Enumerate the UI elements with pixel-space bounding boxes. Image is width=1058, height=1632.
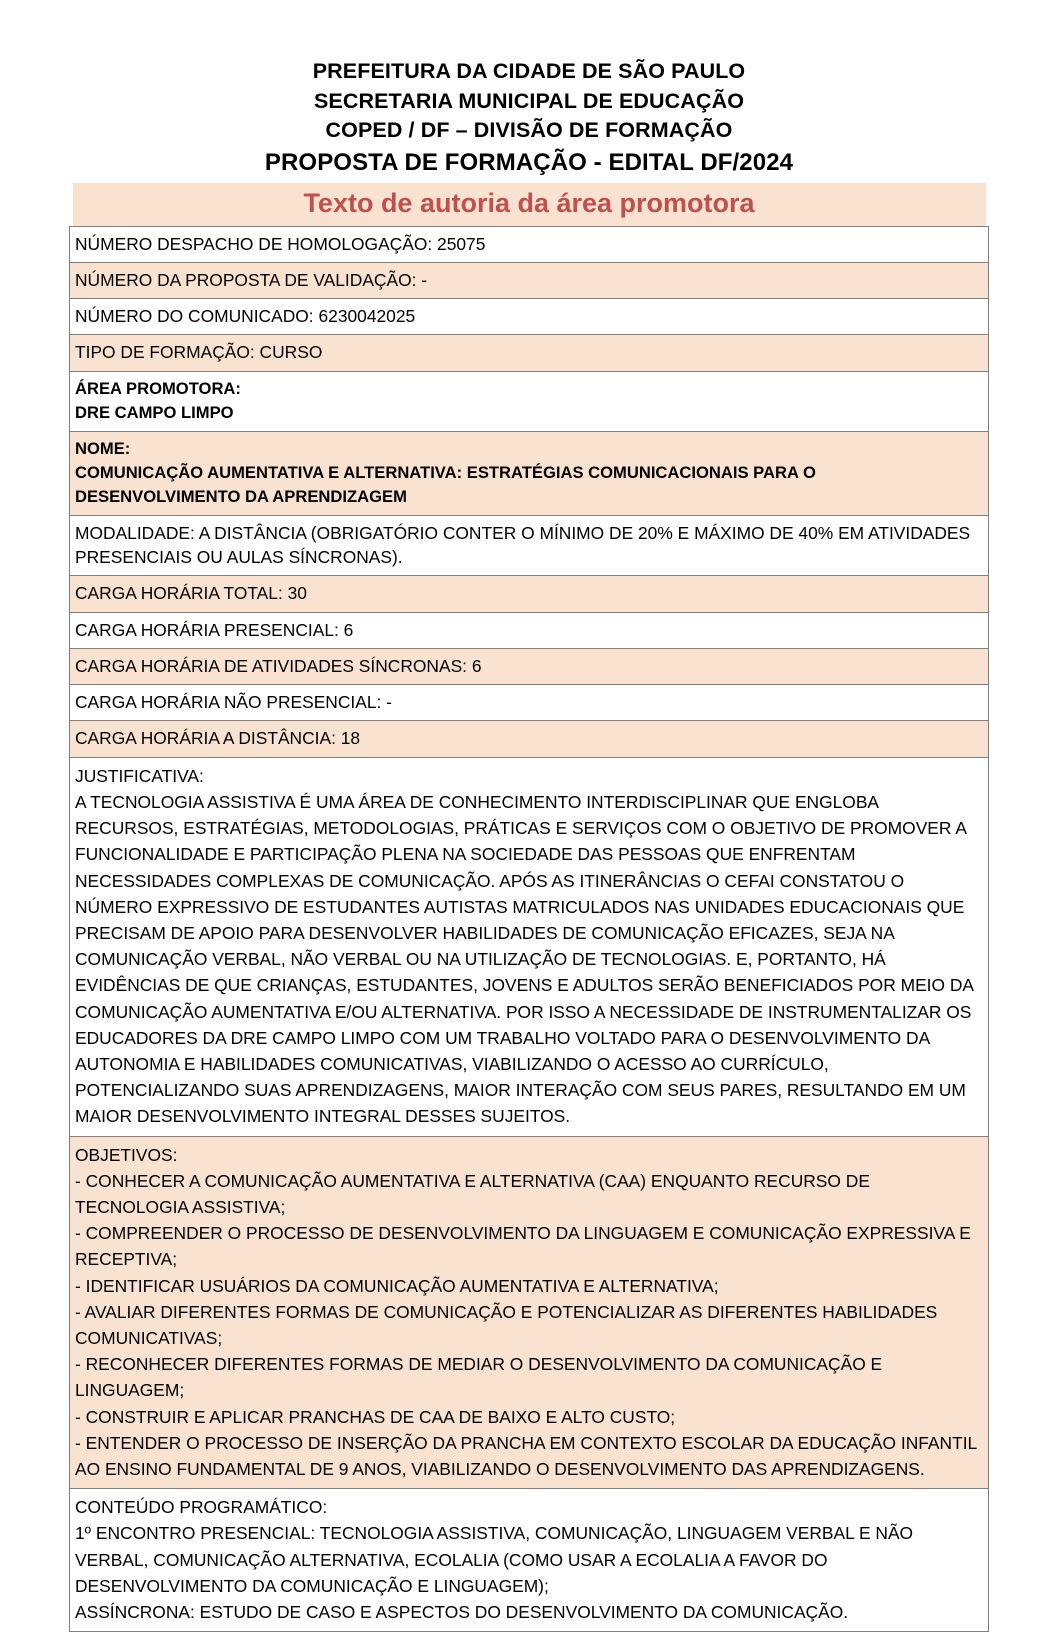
conteudo-label: CONTEÚDO PROGRAMÁTICO: <box>75 1494 984 1520</box>
table-row-proposta-validacao <box>70 262 989 298</box>
cell-conteudo-programatico <box>70 1489 989 1632</box>
objetivos-item: - ENTENDER O PROCESSO DE INSERÇÃO DA PRANCHA EM CONTEXTO ESCOLAR DA EDUCAÇÃO INFANTIL AO ENSINO FUNDAMENTAL DE 9 ANOS, VIABILIZANDO O DESENVOLVIMENTO DAS APRENDIZAGENS. <box>75 1430 984 1482</box>
section-banner <box>73 183 986 226</box>
objetivos-item: - CONHECER A COMUNICAÇÃO AUMENTATIVA E ALTERNATIVA (CAA) ENQUANTO RECURSO DE TECNOLOGIA ASSISTIVA; <box>75 1168 984 1220</box>
objetivos-item: - COMPREENDER O PROCESSO DE DESENVOLVIMENTO DA LINGUAGEM E COMUNICAÇÃO EXPRESSIVA E RECEPTIVA; <box>75 1220 984 1272</box>
cell-nome <box>70 431 989 515</box>
cell-carga-sincronas: CARGA HORÁRIA DE ATIVIDADES SÍNCRONAS: 6 <box>70 648 989 684</box>
cell-tipo-formacao: TIPO DE FORMAÇÃO: CURSO <box>70 335 989 371</box>
objetivos-item: - CONSTRUIR E APLICAR PRANCHAS DE CAA DE BAIXO E ALTO CUSTO; <box>75 1404 984 1430</box>
nome-label: NOME: <box>75 437 984 461</box>
table-row-despacho <box>70 226 989 262</box>
nome-value-line-2: DESENVOLVIMENTO DA APRENDIZAGEM <box>75 485 984 509</box>
table-row-carga-presencial <box>70 612 989 648</box>
cell-carga-presencial: CARGA HORÁRIA PRESENCIAL: 6 <box>70 612 989 648</box>
banner-title: Texto de autoria da área promotora <box>73 187 986 219</box>
header-line-coped: COPED / DF – DIVISÃO DE FORMAÇÃO <box>0 116 1058 146</box>
cell-proposta-validacao: NÚMERO DA PROPOSTA DE VALIDAÇÃO: - <box>70 262 989 298</box>
cell-modalidade: MODALIDADE: A DISTÂNCIA (OBRIGATÓRIO CONTER O MÍNIMO DE 20% E MÁXIMO DE 40% EM ATIVIDADES PRESENCIAIS OU AULAS SÍNCRONAS). <box>70 515 989 576</box>
conteudo-item-2: ASSÍNCRONA: ESTUDO DE CASO E ASPECTOS DO DESENVOLVIMENTO DA COMUNICAÇÃO. <box>75 1599 984 1625</box>
cell-carga-total: CARGA HORÁRIA TOTAL: 30 <box>70 576 989 612</box>
table-row-nome <box>70 431 989 515</box>
objetivos-label: OBJETIVOS: <box>75 1142 984 1168</box>
cell-despacho: NÚMERO DESPACHO DE HOMOLOGAÇÃO: 25075 <box>70 226 989 262</box>
cell-carga-distancia: CARGA HORÁRIA A DISTÂNCIA: 18 <box>70 721 989 757</box>
justificativa-text: A TECNOLOGIA ASSISTIVA É UMA ÁREA DE CONHECIMENTO INTERDISCIPLINAR QUE ENGLOBA RECURSOS, ESTRATÉGIAS, METODOLOGIAS, PRÁTICAS E SERVIÇOS COM O OBJETIVO DE PROMOVER A FUNCIONALIDADE E PARTICIPAÇÃO PLENA NA SOCIEDADE DAS PESSOAS QUE ENFRENTAM NECESSIDADES COMPLEXAS DE COMUNICAÇÃO. APÓS AS ITINERÂNCIAS O CEFAI CONSTATOU O NÚMERO EXPRESSIVO DE ESTUDANTES AUTISTAS MATRICULADOS NAS UNIDADES EDUCACIONAIS QUE PRECISAM DE APOIO PARA DESENVOLVER HABILIDADES DE COMUNICAÇÃO EFICAZES, SEJA NA COMUNICAÇÃO VERBAL, NÃO VERBAL OU NA UTILIZAÇÃO DE TECNOLOGIAS. E, PORTANTO, HÁ EVIDÊNCIAS DE QUE CRIANÇAS, ESTUDANTES, JOVENS E ADULTOS SERÃO BENEFICIADOS POR MEIO DA COMUNICAÇÃO AUMENTATIVA E/OU ALTERNATIVA. POR ISSO A NECESSIDADE DE INSTRUMENTALIZAR OS EDUCADORES DA DRE CAMPO LIMPO COM UM TRABALHO VOLTADO PARA O DESENVOLVIMENTO DA AUTONOMIA E HABILIDADES COMUNICATIVAS, VIABILIZANDO O ACESSO AO CURRÍCULO, POTENCIALIZANDO SUAS APRENDIZAGENS, MAIOR INTERAÇÃO COM SEUS PARES, RESULTANDO EM UM MAIOR DESENVOLVIMENTO INTEGRAL DESSES SUJEITOS. <box>75 789 984 1130</box>
cell-comunicado: NÚMERO DO COMUNICADO: 6230042025 <box>70 299 989 335</box>
cell-area-promotora <box>70 371 989 431</box>
table-row-objetivos <box>70 1136 989 1489</box>
conteudo-item-1: 1º ENCONTRO PRESENCIAL: TECNOLOGIA ASSISTIVA, COMUNICAÇÃO, LINGUAGEM VERBAL E NÃO VERBAL, COMUNICAÇÃO ALTERNATIVA, ECOLALIA (COMO USAR A ECOLALIA A FAVOR DO DESENVOLVIMENTO DA COMUNICAÇÃO E LINGUAGEM); <box>75 1520 984 1599</box>
area-promotora-value: DRE CAMPO LIMPO <box>75 401 984 425</box>
table-row-carga-sincronas <box>70 648 989 684</box>
objetivos-item: - IDENTIFICAR USUÁRIOS DA COMUNICAÇÃO AUMENTATIVA E ALTERNATIVA; <box>75 1273 984 1299</box>
justificativa-label: JUSTIFICATIVA: <box>75 763 984 789</box>
table-row-carga-nao-presencial <box>70 685 989 721</box>
area-promotora-label: ÁREA PROMOTORA: <box>75 377 984 401</box>
cell-justificativa <box>70 757 989 1136</box>
document-header <box>0 0 1058 179</box>
table-row-tipo-formacao <box>70 335 989 371</box>
table-row-area-promotora <box>70 371 989 431</box>
table-row-comunicado <box>70 299 989 335</box>
header-line-proposta: PROPOSTA DE FORMAÇÃO - EDITAL DF/2024 <box>0 146 1058 179</box>
table-row-carga-distancia <box>70 721 989 757</box>
proposal-table <box>69 226 989 1632</box>
table-row-modalidade <box>70 515 989 576</box>
nome-value-line-1: COMUNICAÇÃO AUMENTATIVA E ALTERNATIVA: ESTRATÉGIAS COMUNICACIONAIS PARA O <box>75 461 984 485</box>
objetivos-item: - RECONHECER DIFERENTES FORMAS DE MEDIAR O DESENVOLVIMENTO DA COMUNICAÇÃO E LINGUAGEM; <box>75 1351 984 1403</box>
cell-objetivos <box>70 1136 989 1489</box>
table-row-justificativa <box>70 757 989 1136</box>
table-row-carga-total <box>70 576 989 612</box>
cell-carga-nao-presencial: CARGA HORÁRIA NÃO PRESENCIAL: - <box>70 685 989 721</box>
header-line-prefeitura: PREFEITURA DA CIDADE DE SÃO PAULO <box>0 57 1058 87</box>
header-line-secretaria: SECRETARIA MUNICIPAL DE EDUCAÇÃO <box>0 87 1058 117</box>
table-row-conteudo-programatico <box>70 1489 989 1632</box>
objetivos-item: - AVALIAR DIFERENTES FORMAS DE COMUNICAÇÃO E POTENCIALIZAR AS DIFERENTES HABILIDADES COMUNICATIVAS; <box>75 1299 984 1351</box>
